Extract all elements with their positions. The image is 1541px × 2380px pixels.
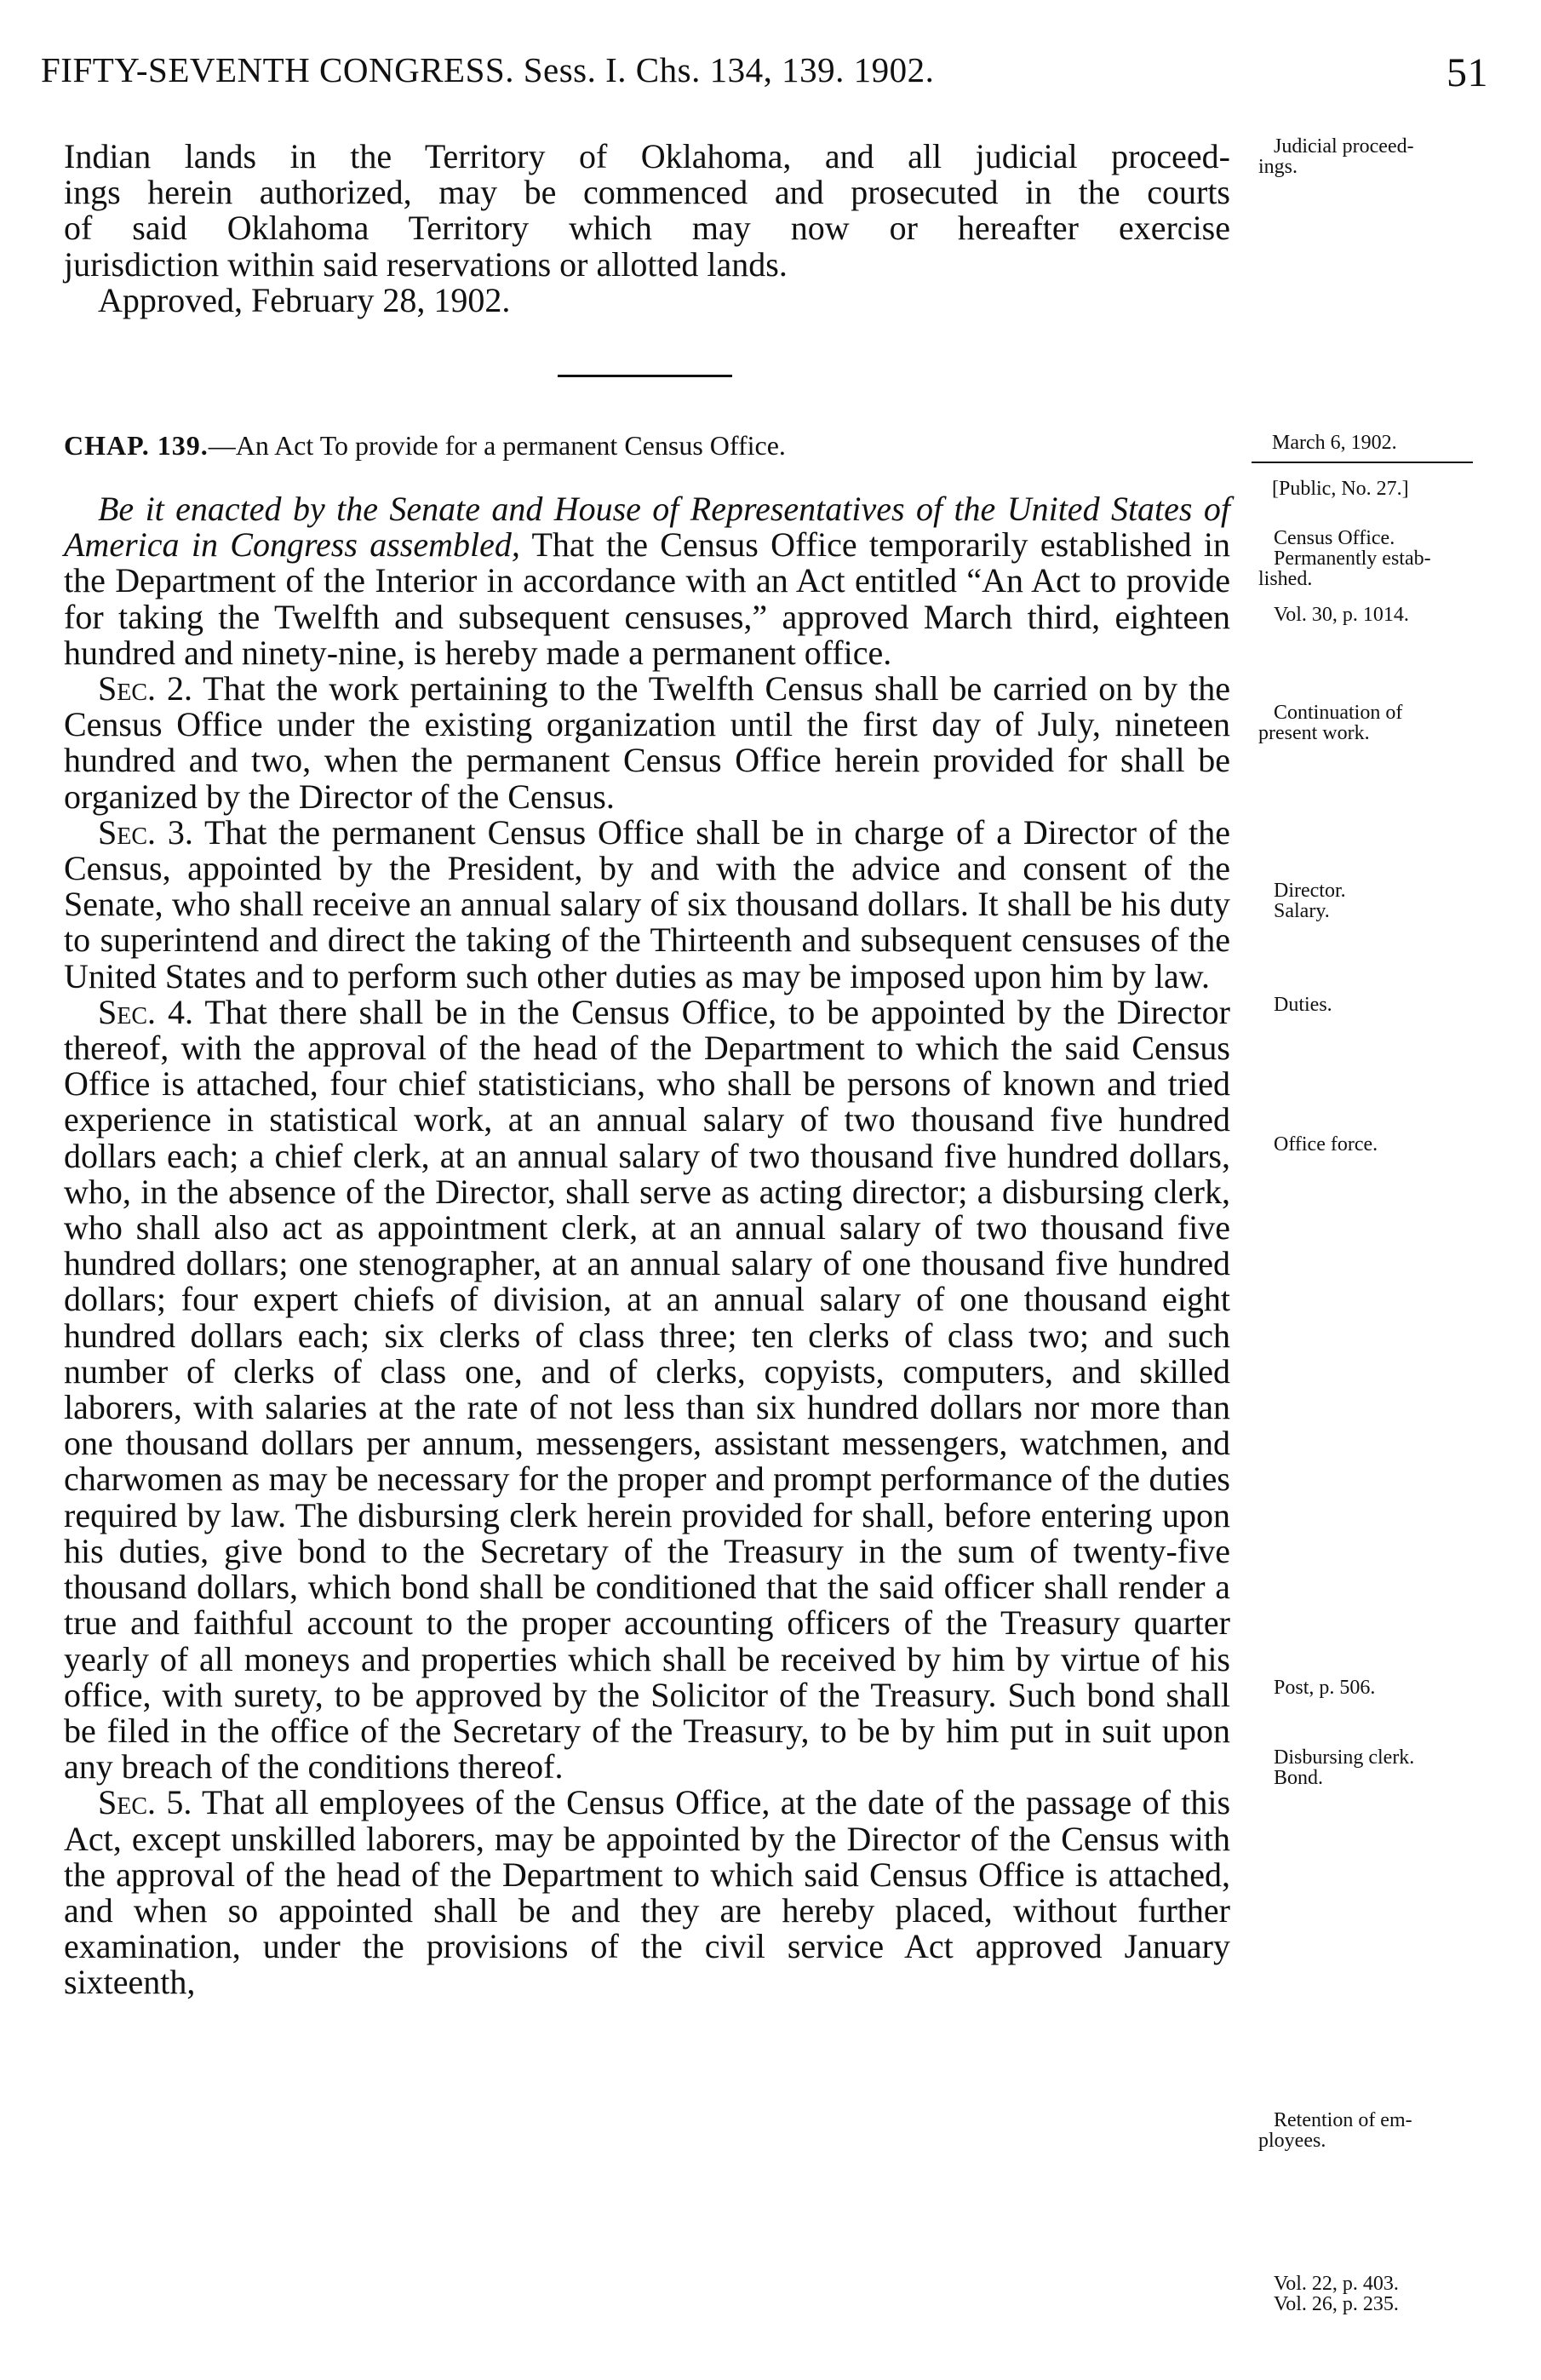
margin-vol30: Vol. 30, p. 1014. xyxy=(1274,604,1409,626)
margin-perm-b: lished. xyxy=(1258,568,1313,590)
section-5 xyxy=(64,1785,1230,2000)
margin-judicial-b: ings. xyxy=(1258,156,1298,178)
page-number: 51 xyxy=(1446,50,1488,95)
margin-vol26: Vol. 26, p. 235. xyxy=(1274,2293,1399,2315)
margin-note-disbursing xyxy=(1258,1747,1497,1788)
margin-continuation-a: Continuation of xyxy=(1274,702,1403,724)
margin-perm-a: Permanently estab- xyxy=(1274,548,1431,570)
running-head-title: FIFTY-SEVENTH CONGRESS. Sess. I. Chs. 134, 139. 1902. xyxy=(41,50,935,89)
section-5-text: That all employees of the Census Office, at the date of the passage of this Act, except unskilled laborers, may be appointed by the Director of the Census with the approval of the head of the Department to which said Census Office is attached, and when so appointed shall be and they are hereby placed, without further examination, under the provisions of the civil service Act approved January sixteenth, xyxy=(64,1783,1231,2002)
section-3 xyxy=(64,812,1230,995)
prev-line-4: jurisdiction within said reservations or allotted lands. xyxy=(64,244,788,284)
margin-post: Post, p. 506. xyxy=(1274,1677,1376,1699)
margin-note-census-office xyxy=(1258,528,1497,589)
section-2-label: Sec. 2. xyxy=(98,669,192,708)
prev-line-3: of said Oklahoma Territory which may now or hereafter exercise xyxy=(64,209,1230,248)
chapter-body xyxy=(64,491,1230,2001)
prev-chapter-text xyxy=(64,139,1230,318)
margin-note-judicial xyxy=(1258,136,1497,177)
section-1 xyxy=(64,491,1230,671)
section-4-label: Sec. 4. xyxy=(98,992,194,1031)
enacting-clause: Be it enacted by the Senate and House of Representatives of the United States of America in Congress assembled, xyxy=(64,490,1230,565)
approved-line: Approved, February 28, 1902. xyxy=(98,280,511,319)
margin-note-director xyxy=(1258,880,1497,921)
margin-vol-refs xyxy=(1258,2274,1512,2314)
margin-salary: Salary. xyxy=(1274,900,1330,922)
section-5-label: Sec. 5. xyxy=(98,1783,192,1822)
margin-retention-b: ployees. xyxy=(1258,2130,1326,2152)
margin-retention-a: Retention of em- xyxy=(1274,2109,1412,2131)
section-4-text: That there shall be in the Census Office, to be appointed by the Director thereof, with the approval of the head of the Department to which the said Census Office is attached, four chief statisticians, who shall be persons of known and tried experience in statistical work, at an annual salary of two thousand five hundred dollars each; a chief clerk, at an annual salary of two thousand five hundred dollars, who, in the absence of the Director, shall serve as acting director; a disbursing clerk, who shall also act as appointment clerk, at an annual salary of two thousand five hundred dollars; one stenographer, at an annual salary of one thousand five hundred dollars; four expert chiefs of division, at an annual salary of one thousand eight hundred dollars each; six clerks of class three; ten clerks of class two; and such number of clerks of class one, and of clerks, copyists, computers, and skilled laborers, with salaries at the rate of not less than six hundred dollars nor more than one thousand dollars per annum, messengers, assistant messengers, watchmen, and charwomen as may be necessary for the proper and prompt performance of the duties required by law. The disbursing clerk herein provided for shall, before entering upon his duties, give bond to the Secretary of the Treasury in the sum of twenty-five thousand dollars, which bond shall be conditioned that the said officer shall render a true and faithful account to the proper accounting officers of the Treasury quarter yearly of all moneys and properties which shall be received by him by virtue of his office, with surety, to be approved by the Solicitor of the Treasury. Such bond shall be filed in the office of the Secretary of the Treasury, to be by him put in suit upon any breach of the conditions thereof. xyxy=(64,992,1231,1786)
margin-duties: Duties. xyxy=(1274,994,1332,1016)
chapter-label: CHAP. 139. xyxy=(64,430,209,461)
margin-bond: Bond. xyxy=(1274,1767,1324,1789)
section-2 xyxy=(64,671,1230,815)
chapter-title: —An Act To provide for a permanent Census Office. xyxy=(208,430,786,461)
section-3-label: Sec. 3. xyxy=(98,812,193,852)
margin-note-retention xyxy=(1258,2110,1497,2151)
section-4 xyxy=(64,992,1231,1786)
section-1-text: That the Census Office temporarily established in the Department of the Interior in accordance with an Act entitled “An Act to provide for taking the Twelfth and subsequent censuses,” approved March third, eighteen hundred and ninety-nine, is hereby made a permanent office. xyxy=(64,525,1231,672)
margin-note-continuation xyxy=(1258,703,1497,743)
margin-director: Director. xyxy=(1274,880,1346,902)
chapter-divider xyxy=(558,375,732,377)
margin-disbursing: Disbursing clerk. xyxy=(1274,1746,1415,1769)
prev-line-1: Indian lands in the Territory of Oklahoma, and all judicial proceed- xyxy=(64,137,1230,175)
date-rule xyxy=(1252,462,1473,463)
margin-judicial-a: Judicial proceed- xyxy=(1274,135,1414,158)
margin-vol22: Vol. 22, p. 403. xyxy=(1274,2273,1399,2295)
section-2-text: That the work pertaining to the Twelfth Census shall be carried on by the Census Office under the existing organization until the first day of July, nineteen hundred and two, when the permanent Census Office herein provided for shall be organized by the Director of the Census. xyxy=(64,669,1230,816)
margin-census-office: Census Office. xyxy=(1274,527,1395,549)
chapter-date: March 6, 1902. xyxy=(1272,432,1397,454)
public-number: [Public, No. 27.] xyxy=(1272,478,1409,500)
section-3-text: That the permanent Census Office shall be in charge of a Director of the Census, appointed by the President, by and with the advice and consent of the Senate, who shall receive an annual salary of six thousand dollars. It shall be his duty to superintend and direct the taking of the Thirteenth and subsequent censuses of the United States and to perform such other duties as may be imposed upon him by law. xyxy=(64,812,1230,995)
margin-office-force: Office force. xyxy=(1274,1133,1378,1156)
prev-line-2: ings herein authorized, may be commenced and prosecuted in the courts xyxy=(64,173,1230,212)
chapter-heading xyxy=(64,430,786,462)
margin-continuation-b: present work. xyxy=(1258,722,1370,744)
